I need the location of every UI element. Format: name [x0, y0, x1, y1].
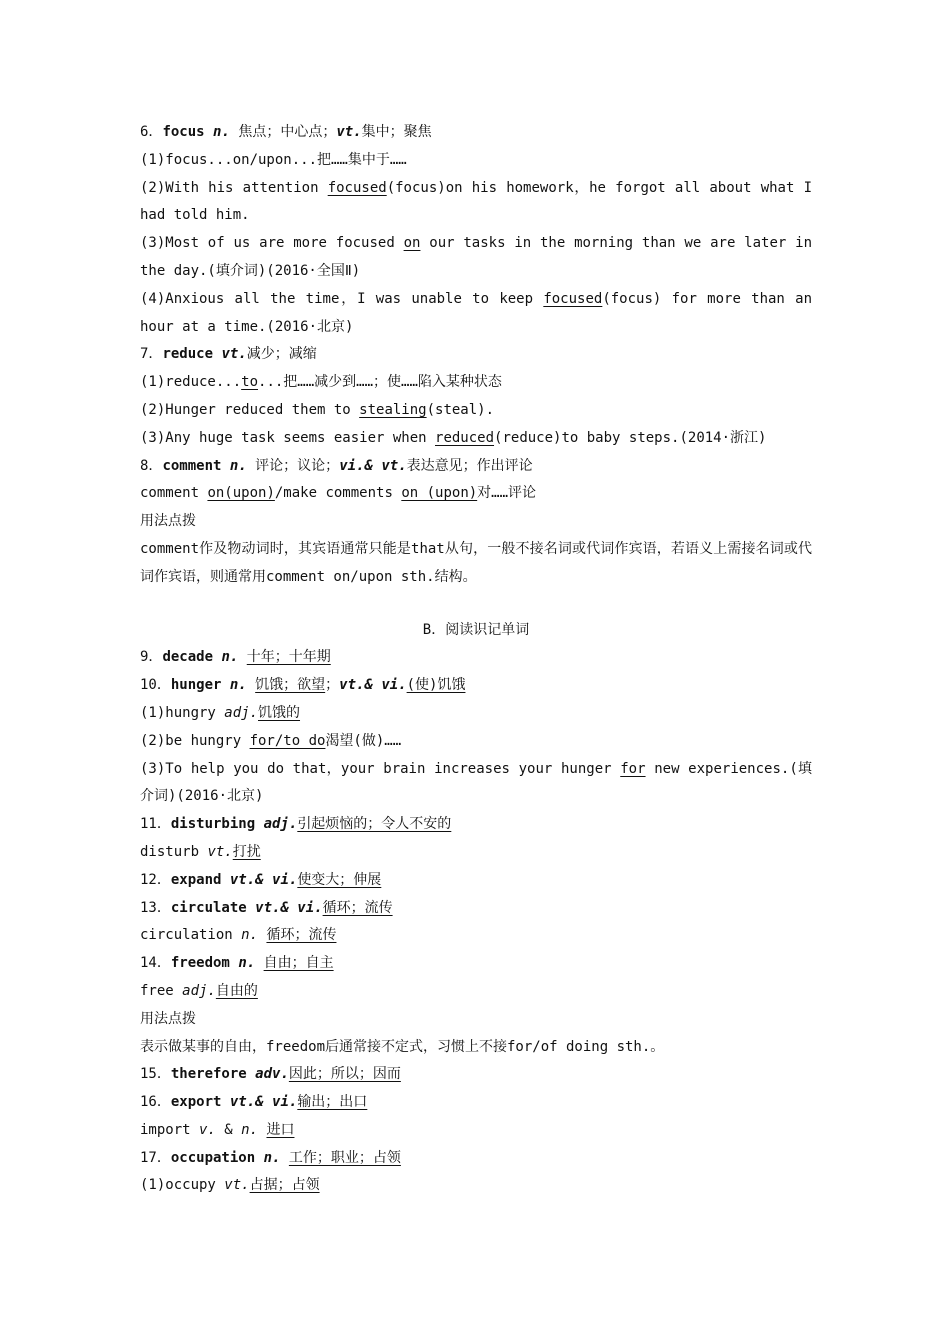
entry-10-example-3 — [140, 756, 812, 812]
example-text: free — [140, 982, 183, 999]
answer-blank: 引起烦恼的；令人不安的 — [297, 816, 452, 833]
part-of-speech: vt.& vi. — [229, 1094, 298, 1111]
entry-6-example-2 — [140, 175, 812, 231]
headword: export — [170, 1094, 222, 1111]
meaning: 集中；聚焦 — [361, 124, 432, 140]
entry-number: 14． — [140, 955, 171, 972]
entry-number: 11． — [140, 816, 171, 833]
part-of-speech: n. — [238, 955, 256, 972]
example-text: (2)With his attention — [140, 179, 328, 196]
answer-blank: 自由；自主 — [263, 955, 334, 972]
entry-15-head — [140, 1061, 812, 1089]
part-of-speech: vt.& vi. — [255, 899, 323, 916]
entry-number: 6． — [140, 124, 163, 140]
example-text: (focus) for more than an hour at a time.(2016·北京) — [140, 290, 812, 335]
example-text: (1)hungry — [140, 704, 225, 721]
entry-number: 10． — [140, 677, 171, 694]
answer-blank: for/to do — [249, 732, 326, 749]
part-of-speech: vi.& vt. — [339, 457, 407, 474]
part-of-speech: vt. — [336, 124, 362, 140]
meaning: 表达意见；作出评论 — [406, 457, 533, 474]
example-text: ...把……减少到……；使……陷入某种状态 — [258, 374, 502, 391]
example-text: disturb — [140, 843, 208, 860]
answer-blank: 饥饿的 — [258, 704, 301, 721]
entry-8-head — [140, 453, 812, 481]
entry-number: 15． — [140, 1066, 171, 1083]
meaning: 评论；议论； — [246, 457, 340, 474]
entry-number: 12． — [140, 871, 171, 888]
headword: disturbing — [170, 816, 256, 833]
answer-blank: 进口 — [266, 1121, 295, 1138]
example-text: comment — [140, 485, 208, 502]
entry-number: 8． — [140, 457, 163, 474]
part-of-speech: n. — [229, 677, 247, 694]
answer-blank: 十年；十年期 — [246, 649, 331, 666]
meaning: 减少；减缩 — [246, 346, 317, 363]
part-of-speech: n. — [229, 457, 247, 474]
entry-10-phrase — [140, 728, 812, 756]
entry-7-example-2 — [140, 397, 812, 425]
entry-7-head — [140, 341, 812, 369]
usage-tip-note: comment作及物动词时，其宾语通常只能是that从句，一般不接名词或代词作宾语，若语义上需接名词或代词作宾语，则通常用comment on/upon sth.结构。 — [140, 540, 812, 585]
usage-tip-note: 表示做某事的自由，freedom后通常接不定式，习惯上不接for/of doing sth.。 — [140, 1038, 665, 1055]
usage-tip-heading: 用法点拨 — [140, 513, 196, 530]
headword: focus — [162, 124, 205, 140]
entry-number: 9． — [140, 649, 163, 666]
headword: freedom — [170, 955, 230, 972]
entry-17-head — [140, 1145, 812, 1173]
entry-number: 13． — [140, 899, 171, 916]
example-text: 对……评论 — [477, 485, 537, 502]
answer-blank: 因此；所以；因而 — [288, 1066, 401, 1083]
entry-10-derivative — [140, 700, 812, 728]
entry-14-head — [140, 950, 812, 978]
answer-blank: (使)饥饿 — [406, 677, 466, 694]
example-text: /make comments — [274, 485, 402, 502]
answer-blank: 打扰 — [232, 843, 261, 860]
example-text: (3)Any huge task seems easier when — [140, 429, 436, 446]
part-of-speech: n. — [241, 1121, 259, 1138]
example-text: our tasks in the morning than we are later in the day.(填介词)(2016·全国Ⅱ) — [140, 235, 812, 279]
answer-blank: to — [241, 374, 259, 391]
answer-blank: focused — [543, 290, 603, 307]
entry-6-example-3 — [140, 230, 812, 286]
example-text: (focus)on his homework，he forgot all about what I had told him. — [140, 179, 812, 224]
entry-14-derivative — [140, 978, 812, 1006]
example-text: (1)occupy — [140, 1177, 225, 1194]
entry-12-head — [140, 867, 812, 895]
headword: decade — [162, 649, 214, 666]
example-text: & — [215, 1121, 242, 1138]
headword: expand — [170, 871, 222, 888]
part-of-speech: n. — [241, 927, 259, 944]
part-of-speech: n. — [263, 1149, 281, 1166]
entry-number: 16． — [140, 1094, 171, 1111]
example-text: (1)reduce... — [140, 374, 242, 391]
entry-13-derivative — [140, 922, 812, 950]
answer-blank: 自由的 — [215, 982, 258, 999]
part-of-speech: vt. — [224, 1177, 250, 1194]
answer-blank: for — [620, 760, 646, 777]
part-of-speech: vt.& vi. — [339, 677, 407, 694]
part-of-speech: adj. — [263, 816, 298, 833]
entry-13-head — [140, 895, 812, 923]
part-of-speech: vt. — [207, 843, 233, 860]
part-of-speech: adj. — [224, 704, 259, 721]
part-of-speech: vt.& vi. — [229, 871, 298, 888]
example-text: import — [140, 1121, 200, 1138]
meaning: 焦点；中心点； — [229, 124, 337, 140]
answer-blank: 循环；流传 — [266, 927, 337, 944]
example-text: (2)be hungry — [140, 732, 250, 749]
section-b-heading: B．阅读识记单词 — [422, 621, 530, 638]
entry-11-head — [140, 811, 812, 839]
section-gap — [140, 592, 812, 617]
entry-17-derivative — [140, 1172, 812, 1200]
example-text: (3)To help you do that，your brain increases your hunger — [140, 760, 621, 777]
example-text: (2)Hunger reduced them to — [140, 401, 360, 418]
example-text: (3)Most of us are more focused — [140, 235, 404, 252]
headword: hunger — [170, 677, 222, 694]
entry-8-phrase — [140, 480, 812, 508]
answer-blank: 工作；职业；占领 — [288, 1149, 401, 1166]
entry-11-derivative — [140, 839, 812, 867]
entry-6-head — [140, 119, 812, 147]
entry-10-head — [140, 672, 812, 700]
entry-9-head — [140, 644, 812, 672]
entry-number: 17． — [140, 1149, 171, 1166]
part-of-speech: v. — [199, 1121, 216, 1138]
answer-blank: 使变大；伸展 — [297, 871, 382, 888]
answer-blank: on(upon) — [207, 485, 275, 502]
entry-16-head — [140, 1089, 812, 1117]
answer-blank: focused — [327, 179, 387, 196]
part-of-speech: n. — [213, 124, 230, 140]
example-text: (reduce)to baby steps.(2014·浙江) — [494, 429, 767, 446]
headword: circulate — [170, 899, 247, 916]
usage-tip-heading: 用法点拨 — [140, 1010, 196, 1027]
answer-blank: on — [403, 235, 421, 252]
separator: ； — [325, 677, 340, 694]
entry-6-example-4 — [140, 286, 812, 342]
entry-number: 7． — [140, 346, 163, 363]
answer-blank: reduced — [435, 429, 495, 446]
example-text: 渴望(做)…… — [325, 732, 402, 749]
entry-6-phrase: (1)focus...on/upon...把……集中于…… — [140, 151, 407, 168]
example-text: circulation — [140, 927, 242, 944]
example-text: (steal). — [426, 401, 495, 418]
example-text: (4)Anxious all the time，I was unable to keep — [140, 290, 544, 307]
example-text: new experiences.(填介词)(2016·北京) — [140, 760, 812, 805]
headword: therefore — [170, 1066, 247, 1083]
entry-7-example-3 — [140, 425, 812, 453]
answer-blank: 占据；占领 — [249, 1177, 320, 1194]
headword: reduce — [162, 346, 214, 363]
answer-blank: 输出；出口 — [297, 1094, 368, 1111]
part-of-speech: adj. — [182, 982, 216, 999]
entry-16-derivative — [140, 1117, 812, 1145]
part-of-speech: adv. — [255, 1066, 289, 1083]
answer-blank: 饥饿；欲望 — [255, 677, 326, 694]
entry-7-phrase — [140, 369, 812, 397]
part-of-speech: vt. — [221, 346, 247, 363]
answer-blank: stealing — [359, 401, 427, 418]
headword: comment — [162, 457, 222, 474]
answer-blank: 循环；流传 — [322, 899, 393, 916]
headword: occupation — [170, 1149, 256, 1166]
answer-blank: on (upon) — [401, 485, 478, 502]
part-of-speech: n. — [221, 649, 239, 666]
document-page — [140, 119, 812, 1200]
